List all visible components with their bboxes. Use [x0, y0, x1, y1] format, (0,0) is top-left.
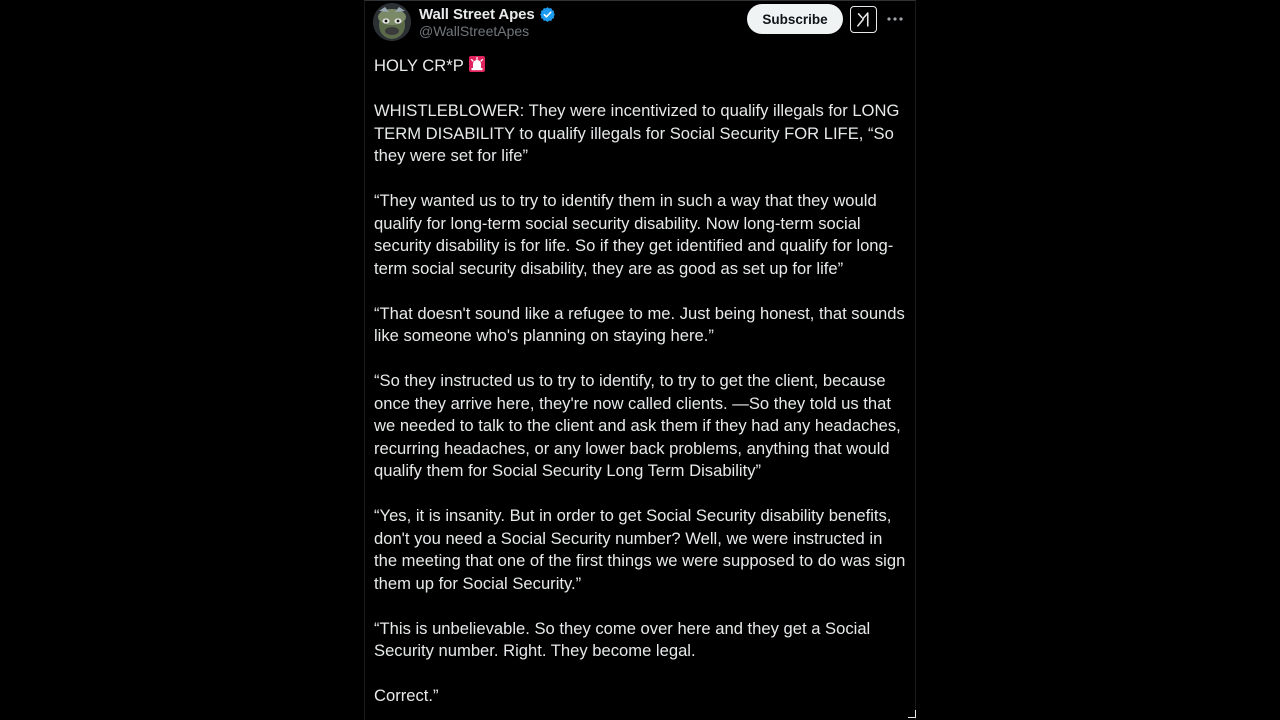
post-paragraph-4: “So they instructed us to try to identify, to try to get the client, because once they arrive here, they're now called clients. —So they told us that we needed to talk to the client and ask them if they had any headaches, recurring headaches, or any lower back problems, anything that would qualify them for Social Security Long Term Disability”	[374, 371, 906, 480]
avatar-image	[373, 3, 411, 41]
post-text	[374, 54, 910, 720]
post-headline	[374, 54, 906, 78]
verified-badge-icon	[539, 6, 556, 23]
post-paragraph-1: WHISTLEBLOWER: They were incentivized to qualify illegals for LONG TERM DISABILITY to qualify illegals for Social Security FOR LIFE, “So they were set for life”	[374, 101, 904, 165]
post-paragraph-6: “This is unbelievable. So they come over here and they get a Social Security number. Right. They become legal.	[374, 618, 875, 660]
grok-icon[interactable]	[850, 6, 877, 33]
author-handle[interactable]: @WallStreetApes	[419, 23, 530, 39]
author-display-name[interactable]: Wall Street Apes	[419, 5, 535, 23]
crop-corner-mark	[908, 710, 916, 718]
post-paragraph-2: “They wanted us to try to identify them in such a way that they would qualify for long-term social security disability. Now long-term social security disability is for life. So if they get identified and qualify for long-term social security disability, they are as good as set up for life”	[374, 191, 894, 278]
siren-icon	[467, 54, 487, 74]
post-paragraph-7: Correct.”	[374, 686, 439, 705]
subscribe-button[interactable]: Subscribe	[747, 4, 843, 34]
post-paragraph-3: “That doesn't sound like a refugee to me. Just being honest, that sounds like someone who's planning on staying here.”	[374, 303, 910, 345]
more-icon[interactable]	[885, 9, 905, 29]
post-paragraph-5: “Yes, it is insanity. But in order to get Social Security disability benefits, don't you need a Social Security number? Well, we were instructed in the meeting that one of the first things we were supposed to do was sign them up for Social Security.”	[374, 506, 910, 593]
post-card	[364, 0, 916, 720]
author-name-row	[419, 3, 556, 25]
avatar[interactable]	[373, 3, 411, 41]
post-headline-text: HOLY CR*P	[374, 56, 464, 75]
